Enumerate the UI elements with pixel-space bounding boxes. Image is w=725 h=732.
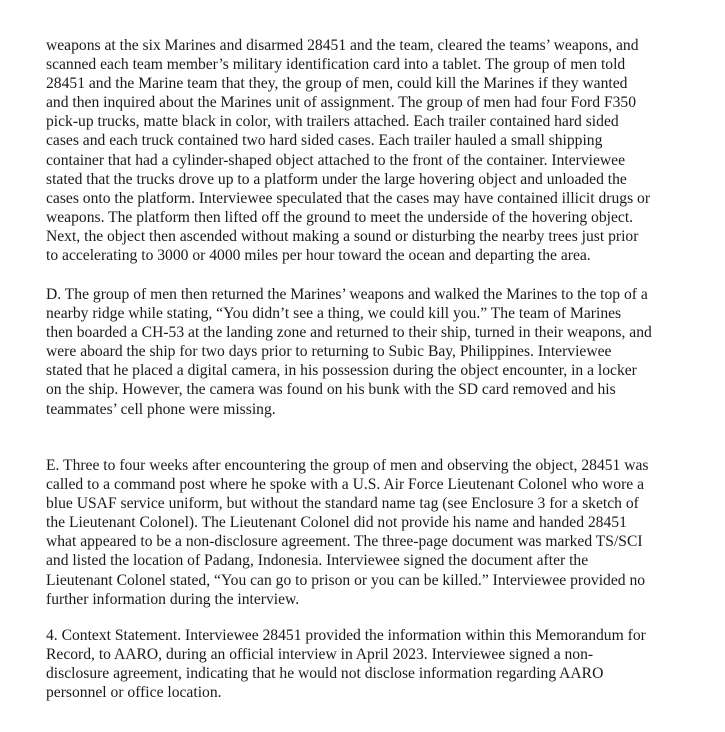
text-line: cases and each truck contained two hard sided cases. Each trailer hauled a small shipping xyxy=(46,132,603,150)
text-line: container that had a cylinder-shaped object attached to the front of the container. Interviewee xyxy=(46,151,626,169)
text-line: then boarded a CH-53 at the landing zone and returned to their ship, turned in their weapons, and xyxy=(46,324,652,342)
text-line: Next, the object then ascended without making a sound or disturbing the nearby trees just prior xyxy=(46,227,639,245)
text-line: Lieutenant Colonel stated, “You can go to prison or you can be killed.” Interviewee provided no xyxy=(46,571,646,589)
text-line: weapons. The platform then lifted off the ground to meet the underside of the hovering object. xyxy=(46,208,634,226)
text-line: Record, to AARO, during an official interview in April 2023. Interviewee signed a non- xyxy=(46,646,594,664)
text-line: were aboard the ship for two days prior to returning to Subic Bay, Philippines. Interviewee xyxy=(46,343,612,361)
text-line: weapons at the six Marines and disarmed 28451 and the team, cleared the teams’ weapons, and xyxy=(46,37,639,54)
paragraph-e xyxy=(46,456,696,609)
text-line: called to a command post where he spoke with a U.S. Air Force Lieutenant Colonel who wore a xyxy=(46,476,645,494)
text-line: stated that he placed a digital camera, in his possession during the object encounter, in a locker xyxy=(46,362,637,380)
text-line: and listed the location of Padang, Indonesia. Interviewee signed the document after the xyxy=(46,552,589,570)
text-line: blue USAF service uniform, but without the standard name tag (see Enclosure 3 for a sketch of xyxy=(46,495,639,513)
text-line: cases onto the platform. Interviewee speculated that the cases may have contained illicit drugs or xyxy=(46,189,651,207)
text-line: what appeared to be a non-disclosure agreement. The three-page document was marked TS/SCI xyxy=(46,533,643,551)
text-line: to accelerating to 3000 or 4000 miles per hour toward the ocean and departing the area. xyxy=(46,247,591,265)
text-line: E. Three to four weeks after encountering the group of men and observing the object, 28451 was xyxy=(46,457,649,474)
text-line: the Lieutenant Colonel). The Lieutenant Colonel did not provide his name and handed 28451 xyxy=(46,514,627,532)
text-line: scanned each team member’s military identification card into a tablet. The group of men told xyxy=(46,56,626,74)
paragraph-d xyxy=(46,285,696,419)
text-line: D. The group of men then returned the Marines’ weapons and walked the Marines to the top of a xyxy=(46,286,648,303)
paragraph-continuation xyxy=(46,36,696,265)
text-line: 4. Context Statement. Interviewee 28451 provided the information within this Memorandum for xyxy=(46,627,646,644)
text-line: pick-up trucks, matte black in color, with trailers attached. Each trailer contained hard sided xyxy=(46,113,619,131)
text-line: and then inquired about the Marines unit of assignment. The group of men had four Ford F350 xyxy=(46,94,637,112)
text-line: on the ship. However, the camera was found on his bunk with the SD card removed and his xyxy=(46,381,616,399)
text-line: 28451 and the Marine team that they, the group of men, could kill the Marines if they wanted xyxy=(46,75,628,93)
text-line: disclosure agreement, indicating that he would not disclose information regarding AARO xyxy=(46,665,604,683)
text-line: nearby ridge while stating, “You didn’t see a thing, we could kill you.” The team of Marines xyxy=(46,305,622,323)
text-line: further information during the interview. xyxy=(46,590,300,608)
text-line: teammates’ cell phone were missing. xyxy=(46,400,276,418)
text-line: personnel or office location. xyxy=(46,684,222,702)
paragraph-context-statement xyxy=(46,626,696,702)
text-line: stated that the trucks drove up to a platform under the large hovering object and unloaded the xyxy=(46,170,627,188)
